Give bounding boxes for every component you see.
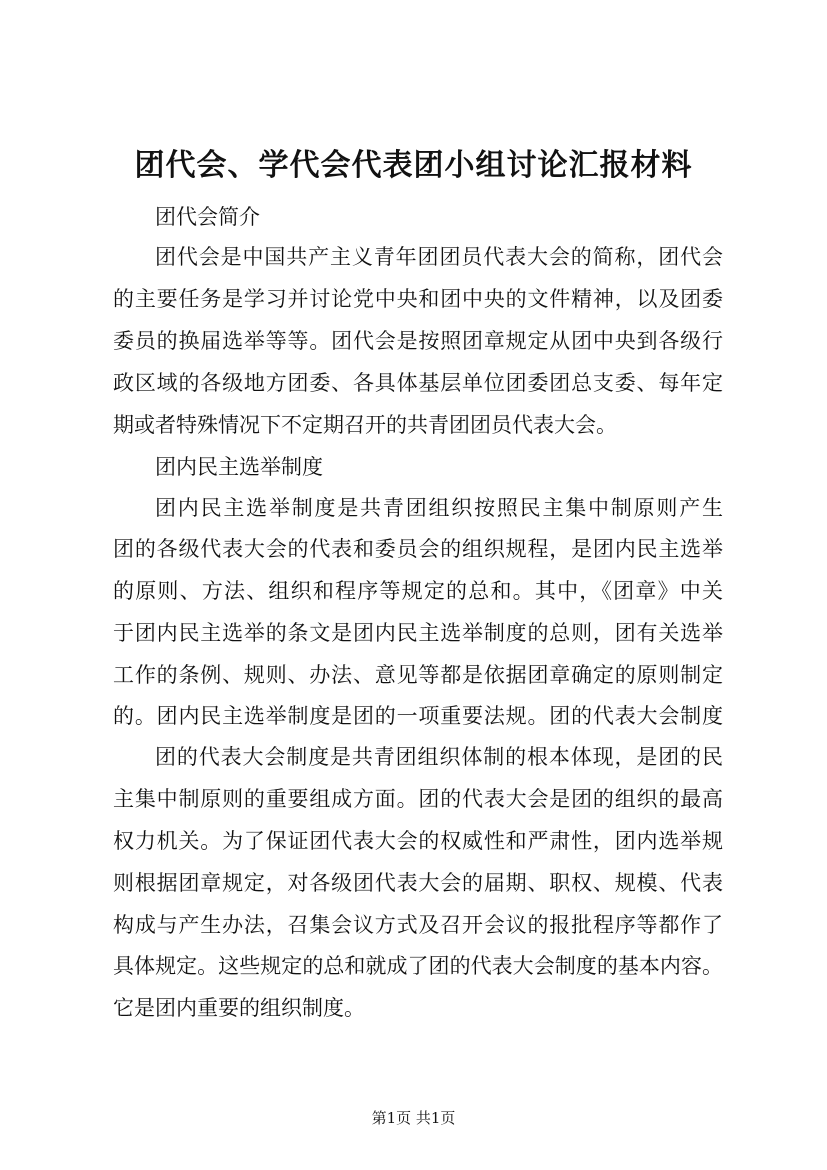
document-title: 团代会、学代会代表团小组讨论汇报材料	[134, 148, 693, 183]
section-heading-intro: 团代会简介	[155, 205, 260, 229]
paragraph-line: 工作的条例、规则、办法、意见等都是依据团章确定的原则制定	[113, 663, 723, 687]
paragraph-line: 团内民主选举制度是共青团组织按照民主集中制原则产生	[155, 496, 723, 520]
paragraph-line: 团的各级代表大会的代表和委员会的组织规程，是团内民主选举	[113, 537, 723, 561]
paragraph-line: 团的代表大会制度是共青团组织体制的根本体现，是团的民	[155, 745, 723, 769]
paragraph-line: 期或者特殊情况下不定期召开的共青团团员代表大会。	[113, 413, 617, 437]
paragraph-line: 的主要任务是学习并讨论党中央和团中央的文件精神，以及团委	[113, 287, 723, 311]
paragraph-line: 主集中制原则的重要组成方面。团的代表大会是团的组织的最高	[113, 787, 723, 811]
paragraph-line: 的。团内民主选举制度是团的一项重要法规。团的代表大会制度	[113, 704, 723, 728]
paragraph-line: 团代会是中国共产主义青年团团员代表大会的简称，团代会	[155, 245, 723, 269]
paragraph-line: 构成与产生办法，召集会议方式及召开会议的报批程序等都作了	[113, 913, 723, 937]
paragraph-line: 政区域的各级地方团委、各具体基层单位团委团总支委、每年定	[113, 371, 723, 395]
paragraph-line: 则根据团章规定，对各级团代表大会的届期、职权、规模、代表	[113, 871, 723, 895]
paragraph-line: 委员的换届选举等等。团代会是按照团章规定从团中央到各级行	[113, 329, 723, 353]
section-heading-election: 团内民主选举制度	[155, 455, 323, 479]
paragraph-line: 的原则、方法、组织和程序等规定的总和。其中，《团章》中关	[113, 579, 723, 603]
paragraph-line: 它是团内重要的组织制度。	[113, 996, 365, 1020]
paragraph-line: 具体规定。这些规定的总和就成了团的代表大会制度的基本内容。	[113, 954, 723, 978]
paragraph-line: 于团内民主选举的条文是团内民主选举制度的总则，团有关选举	[113, 621, 723, 645]
paragraph-line: 权力机关。为了保证团代表大会的权威性和严肃性，团内选举规	[113, 829, 723, 853]
page-footer: 第1页 共1页	[371, 1109, 456, 1127]
